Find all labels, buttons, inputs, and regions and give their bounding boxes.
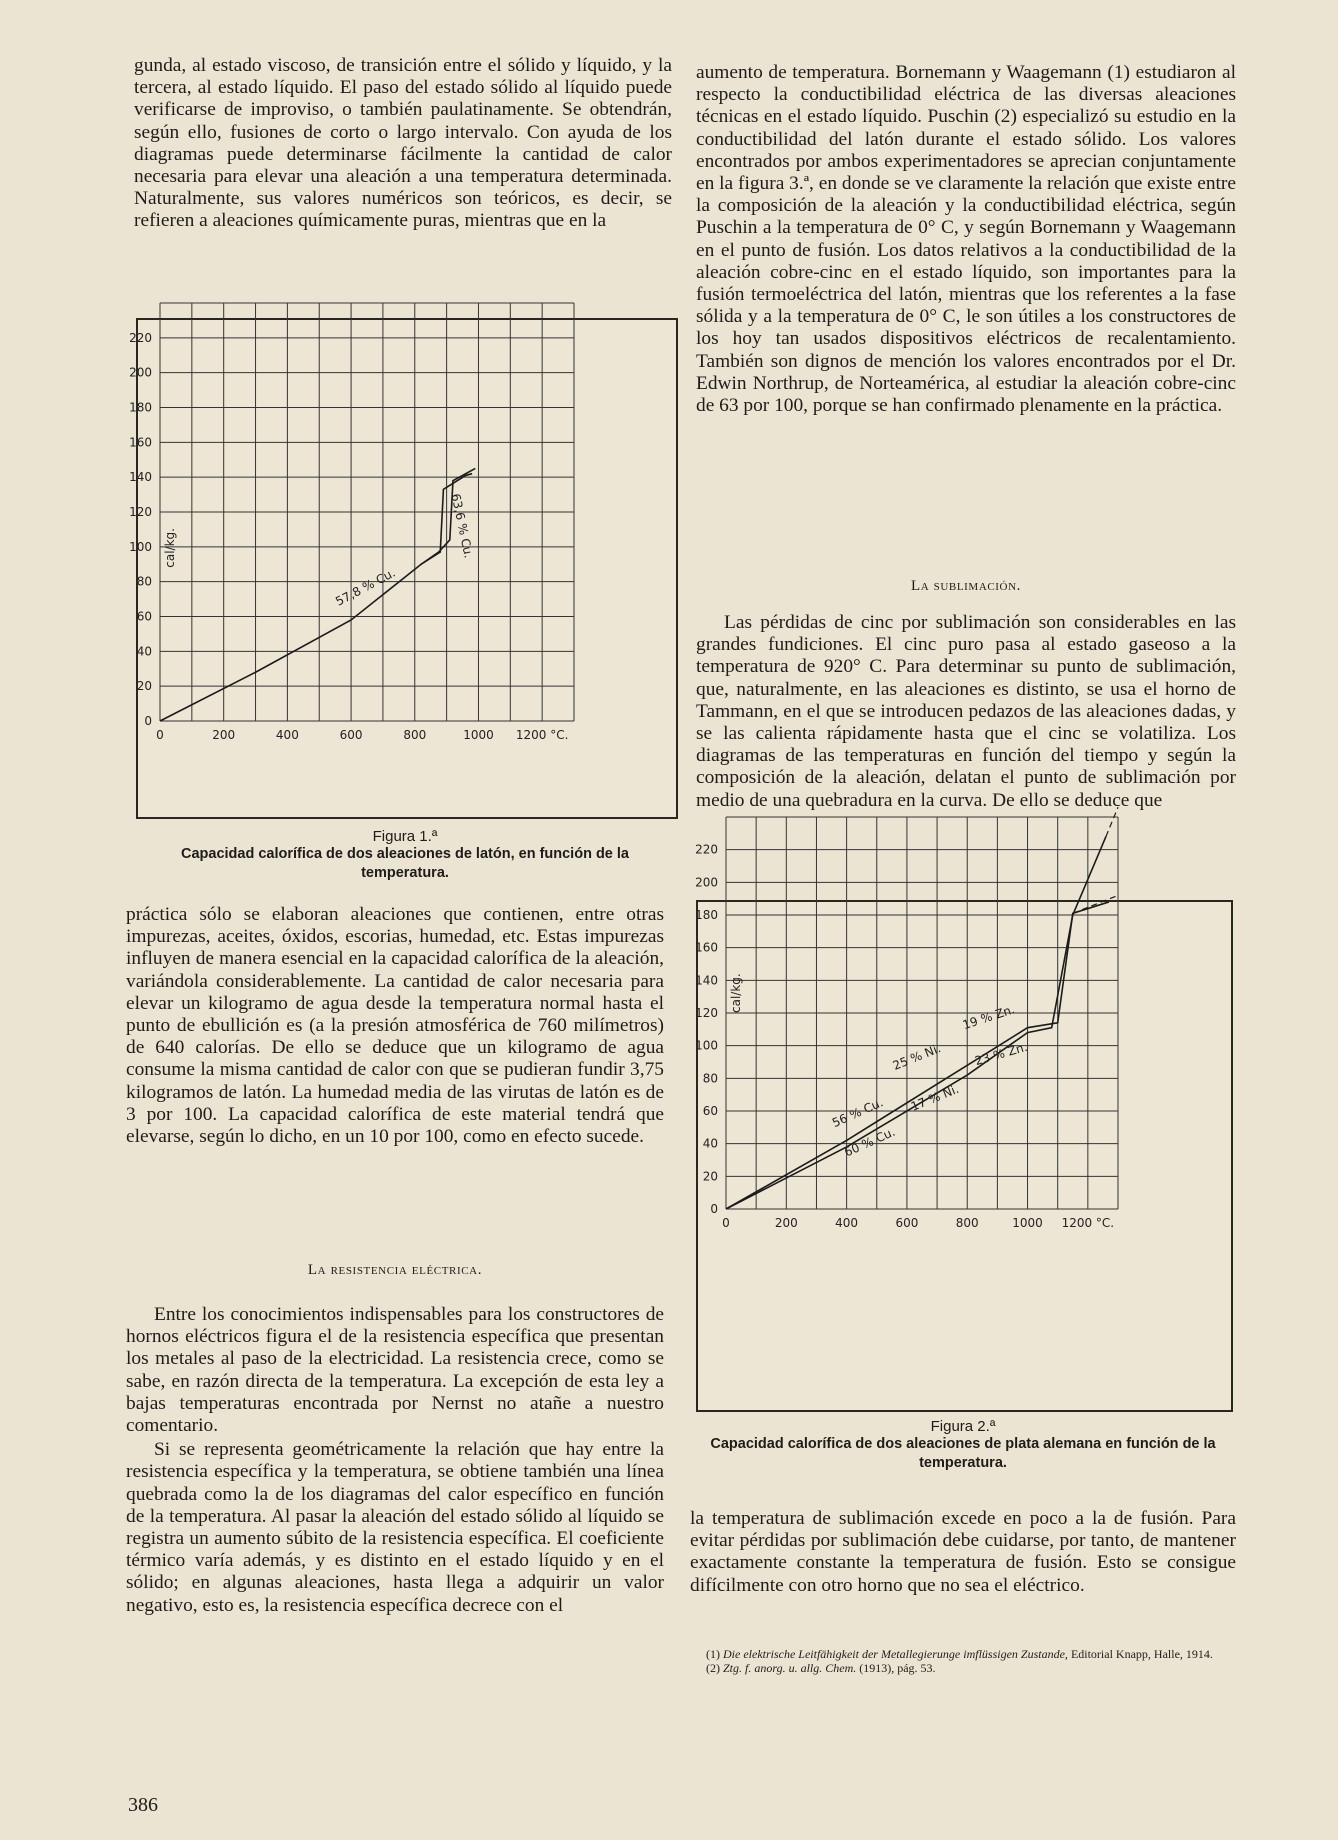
fig2-x-tick-label: 400 <box>835 1216 859 1230</box>
paragraph-representa: Si se representa geométricamente la relación que hay entre la resistencia específica y la temperatura, se obtiene también una línea quebrada como la de los diagramas del calor específico en función de la temperatura. Al pasar la aleación del estado sólido al líquido se registra un aumento súbito de la resistencia específica. El coeficiente térmico varía además, y es distinto en el estado líquido y en el sólido; en algunas aleaciones, hasta llega a adquirir un valor negativo, esto es, la resistencia específica decrece con el <box>126 1439 664 1616</box>
right-column-sublimacion <box>696 612 1236 812</box>
fig1-y-tick-label: 20 <box>136 679 152 694</box>
fig2-x-tick-label: 1200 °C. <box>1061 1216 1115 1230</box>
fig1-y-tick-label: 200 <box>129 365 152 380</box>
left-column-resistencia <box>126 1304 664 1617</box>
fig2-x-tick-label: 0 <box>722 1216 730 1230</box>
fig2-y-tick-label: 140 <box>695 973 718 988</box>
fig1-y-tick-label: 80 <box>136 574 152 589</box>
fig2-y-tick-label: 20 <box>702 1169 718 1184</box>
fig1-y-tick-label: 100 <box>129 539 152 554</box>
fig2-curve-label: 60 % Cu. <box>842 1124 898 1160</box>
fig1-y-tick-label: 180 <box>129 400 152 415</box>
footnote-2-number: (2) <box>706 1660 720 1675</box>
footnote-1 <box>696 1648 1236 1662</box>
footnote-2 <box>696 1662 1236 1676</box>
figure-1-caption-text: Capacidad calorífica de dos aleaciones de latón, en función de la temperatura. <box>180 846 629 881</box>
fig2-x-tick-label: 200 <box>774 1216 798 1230</box>
footnote-1-number: (1) <box>706 1647 720 1661</box>
fig1-y-tick-label: 0 <box>144 714 152 728</box>
fig2-y-tick-label: 40 <box>702 1136 718 1151</box>
page-number: 386 <box>128 1794 158 1816</box>
fig1-y-tick-label: 140 <box>129 470 152 485</box>
fig2-curve-label: 25 % Ni. <box>890 1041 943 1073</box>
right-column-top <box>696 62 1236 417</box>
fig2-y-tick-label: 220 <box>695 842 718 857</box>
figure-2-chart <box>695 842 1233 1412</box>
left-column-bottom <box>126 904 664 1148</box>
fig1-curve-label: 63,6 % Cu. <box>448 492 476 560</box>
fig2-y-tick-label: 80 <box>702 1071 718 1086</box>
fig2-curve-label: 17 % Ni. <box>908 1081 961 1114</box>
fig2-curve-label: 19 % Zn. <box>960 1002 1017 1033</box>
fig2-x-tick-label: 600 <box>895 1216 919 1230</box>
fig2-y-tick-label: 120 <box>695 1006 718 1020</box>
figure-2-caption-text: Capacidad calorífica de dos aleaciones de plata alemana en función de la temperatura. <box>710 1436 1216 1471</box>
section-heading-sublimacion: La sublimación. <box>911 578 1021 594</box>
fig1-x-tick-label: 1200 °C. <box>515 728 569 742</box>
paragraph-practica: práctica sólo se elaboran aleaciones que contienen, entre otras impurezas, aceites, óxidos, escorias, humedad, etc. Estas impurezas influyen de manera esencial en la capacidad calorífica de la aleación, variándola considerablemente. La cantidad de calor necesaria para elevar un kilogramo de agua desde la temperatura normal hasta el punto de ebullición es (a la presión atmosférica de 760 milímetros) de 640 calorías. De ello se deduce que un kilogramo de agua consume la misma cantidad de calor con que se pudieran fundir 3,75 kilogramos de latón. La humedad media de las virutas de latón es de 3 por 100. La capacidad calorífica de este material tendrá que elevarse, según lo dicho, en un 10 por 100, como en efecto sucede. <box>126 904 664 1148</box>
footnote-2-title: Ztg. f. anorg. u. allg. Chem. <box>723 1660 857 1675</box>
fig2-curve-label: 56 % Cu. <box>830 1095 886 1131</box>
fig1-y-tick-label: 220 <box>129 330 152 345</box>
footnote-1-publisher: Editorial Knapp, Halle, 1914. <box>1070 1647 1213 1661</box>
section-heading-resistencia: La resistencia eléctrica. <box>307 1262 483 1278</box>
paragraph-temperatura: la temperatura de sublimación excede en poco a la de fusión. Para evitar pérdidas por sublimación debe cuidarse, por tanto, de mantener exactamente constante la temperatura de fusión. Esto se consigue difícilmente con otro horno que no sea el eléctrico. <box>690 1508 1236 1596</box>
fig1-x-tick-label: 200 <box>212 728 236 742</box>
fig2-y-tick-label: 0 <box>710 1202 718 1216</box>
fig1-x-tick-label: 1000 <box>463 728 494 742</box>
fig2-y-tick-label: 100 <box>695 1038 718 1053</box>
paragraph-continuation: gunda, al estado viscoso, de transición entre el sólido y líquido, y la tercera, al estado líquido. El paso del estado sólido al líquido puede verificarse de improviso, o también paulatinamente. Se obtendrán, según ello, fusiones de corto o largo intervalo. Con ayuda de los diagramas puede determinarse fácilmente la cantidad de calor necesaria para elevar una aleación a una temperatura determinada. Naturalmente, sus valores numéricos son teóricos, es decir, se refieren a aleaciones químicamente puras, mientras que en la <box>134 55 672 232</box>
right-column-bottom <box>690 1508 1236 1597</box>
fig2-y-axis-label: cal/kg. <box>729 973 743 1013</box>
paragraph-conocimientos: Entre los conocimientos indispensables para los constructores de hornos eléctricos figura el de la resistencia específica que presentan los metales al paso de la electricidad. La resistencia crece, como se sabe, en razón directa de la temperatura. La excepción de esta ley a bajas temperaturas encontrada por Nernst no atañe a nuestro comentario. <box>126 1304 664 1437</box>
footnote-1-title: Die elektrische Leitfähigkeit der Metallegierunge imflüssigen Zustande, <box>723 1647 1068 1661</box>
figure-2-caption <box>690 1418 1236 1473</box>
fig2-y-tick-label: 160 <box>695 940 718 955</box>
fig1-x-tick-label: 600 <box>339 728 363 742</box>
fig1-y-axis-label: cal/kg. <box>163 528 177 568</box>
left-column-top <box>134 55 672 233</box>
figure-1-caption <box>136 828 674 883</box>
figure-1-label: Figura 1.ª <box>372 828 438 845</box>
fig2-y-tick-label: 180 <box>695 908 718 922</box>
paragraph-aumento: aumento de temperatura. Bornemann y Waagemann (1) estudiaron al respecto la conductibilidad eléctrica de las diversas aleaciones técnicas en el estado líquido. Puschin (2) especializó su estudio en la conductibilidad del latón durante el estado sólido. Los valores encontrados por ambos experimentadores se aprecian conjuntamente en la figura 3.ª, en donde se ve claramente la relación que existe entre la composición de la aleación y la conductibilidad eléctrica, según Puschin a la temperatura de 0° C, y según Bornemann y Waagemann en el punto de fusión. Los datos relativos a la conductibilidad de la aleación cobre-cinc en el estado líquido, son importantes para la fusión termoeléctrica del latón, mientras que los referentes a la fase sólida y a la temperatura de 0° C, le son útiles a los constructores de los hoy tan usados dispositivos eléctricos de recalentamiento. También son dignos de mención los valores encontrados por el Dr. Edwin Northrup, de Norteamérica, al estudiar la aleación cobre-cinc de 63 por 100, porque se han confirmado plenamente en la práctica. <box>696 62 1236 417</box>
fig1-y-tick-label: 40 <box>136 644 152 659</box>
figure-2-label: Figura 2.ª <box>930 1418 996 1435</box>
figure-2-svg <box>695 842 1231 1410</box>
fig1-curve-label: 57,8 % Cu. <box>333 565 398 609</box>
fig2-x-tick-label: 1000 <box>1012 1216 1043 1230</box>
fig2-curve-label: 23 % Zn. <box>973 1039 1029 1069</box>
fig1-x-tick-label: 0 <box>156 728 164 742</box>
figure-1-svg <box>129 320 676 817</box>
fig1-x-tick-label: 400 <box>275 728 299 742</box>
fig1-series-line-1 <box>160 474 472 721</box>
figure-1-chart <box>129 318 678 819</box>
fig2-series-line-2 <box>726 837 1106 1209</box>
fig2-y-tick-label: 200 <box>695 875 718 890</box>
fig1-y-tick-label: 60 <box>136 609 152 624</box>
footnote-2-publisher: (1913), pág. 53. <box>859 1660 936 1675</box>
fig2-y-tick-label: 60 <box>702 1104 718 1118</box>
paragraph-perdidas: Las pérdidas de cinc por sublimación son considerables en las grandes fundiciones. El cinc puro pasa al estado gaseoso a la temperatura de 920° C. Para determinar su punto de sublimación, que, naturalmente, en las aleaciones es distinto, se usa el horno de Tammann, en el que se introducen pedazos de las aleaciones dadas, y se las calienta rápidamente hasta que el cinc se volatiliza. Los diagramas de las temperaturas en función del tiempo y según la composición de la aleación, delatan el punto de sublimación por medio de una quebradura en la curva. De ello se deduce que <box>696 612 1236 811</box>
fig2-x-tick-label: 800 <box>955 1216 979 1230</box>
fig1-y-tick-label: 160 <box>129 435 152 450</box>
footnotes <box>696 1648 1236 1675</box>
fig1-x-tick-label: 800 <box>403 728 427 742</box>
fig1-y-tick-label: 120 <box>129 505 152 519</box>
